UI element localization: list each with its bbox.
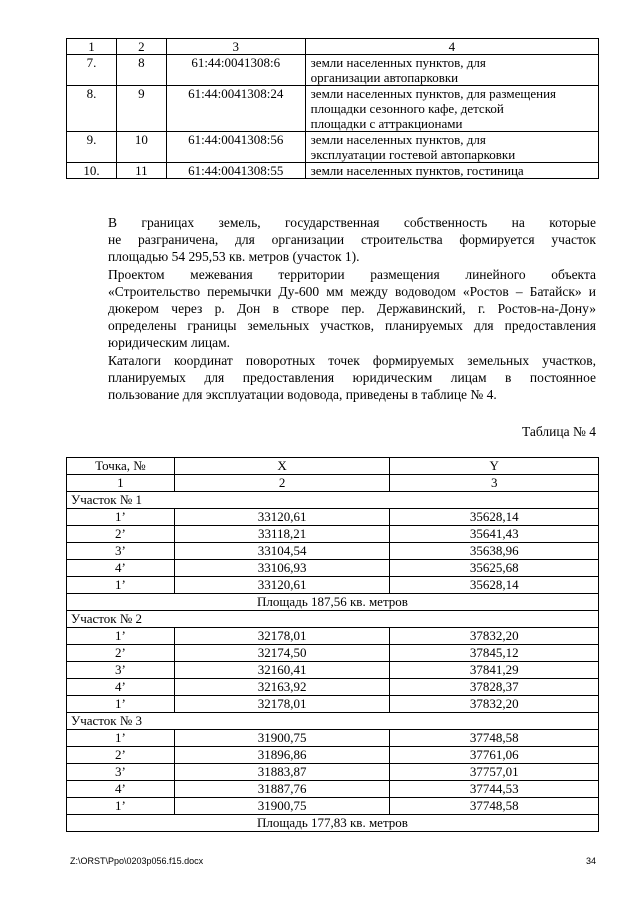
plot-section-row	[67, 611, 599, 628]
cadastral-number: 61:44:0041308:55	[166, 163, 305, 179]
coordinate-row	[67, 543, 599, 560]
land-use	[305, 86, 598, 132]
y-coordinate: 37761,06	[390, 747, 599, 764]
x-coordinate: 31887,76	[174, 781, 390, 798]
page-number: 34	[585, 856, 596, 866]
table-header-row	[67, 458, 599, 475]
footer-file-path: Z:\ORST\Ppo\0203p056.f15.docx	[70, 856, 204, 866]
area-row	[67, 594, 599, 611]
land-use	[305, 163, 598, 179]
column-number-cell: 2	[174, 475, 390, 492]
coordinates-table	[66, 457, 599, 832]
point-id: 1’	[67, 730, 175, 747]
y-coordinate: 37748,58	[390, 798, 599, 815]
table-header-row	[67, 39, 599, 55]
point-id: 4’	[67, 781, 175, 798]
land-use	[305, 132, 598, 163]
coordinate-row	[67, 696, 599, 713]
point-id: 2’	[67, 526, 175, 543]
y-coordinate: 35625,68	[390, 560, 599, 577]
header-cell: 3	[166, 39, 305, 55]
x-coordinate: 32160,41	[174, 662, 390, 679]
point-id: 3’	[67, 543, 175, 560]
y-coordinate: 37828,37	[390, 679, 599, 696]
header-cell: Точка, №	[67, 458, 175, 475]
table-row	[67, 132, 599, 163]
coordinate-row	[67, 764, 599, 781]
coordinate-row	[67, 509, 599, 526]
coordinate-row	[67, 526, 599, 543]
text-line: пользование для эксплуатации водовода, приведены в таблице № 4.	[108, 387, 497, 402]
coordinate-row	[67, 730, 599, 747]
point-id: 1’	[67, 628, 175, 645]
point-id: 1’	[67, 577, 175, 594]
y-coordinate: 37845,12	[390, 645, 599, 662]
column-number-row	[67, 475, 599, 492]
point-id: 3’	[67, 764, 175, 781]
x-coordinate: 33106,93	[174, 560, 390, 577]
column-number-cell: 3	[390, 475, 599, 492]
y-coordinate: 37748,58	[390, 730, 599, 747]
row-index: 7.	[67, 55, 117, 86]
plot-title: Участок № 1	[67, 492, 599, 509]
y-coordinate: 37841,29	[390, 662, 599, 679]
row-index: 9.	[67, 132, 117, 163]
x-coordinate: 32178,01	[174, 696, 390, 713]
plot-number: 11	[116, 163, 166, 179]
text-line: Проектом межевания территории размещения линейного объекта	[108, 267, 596, 282]
land-use-line: земли населенных пунктов, для	[310, 132, 486, 147]
text-line: В границах земель, государственная собственность на которые	[108, 215, 596, 230]
cadastral-number: 61:44:0041308:56	[166, 132, 305, 163]
y-coordinate: 35641,43	[390, 526, 599, 543]
land-plots-table	[66, 38, 599, 179]
y-coordinate: 35638,96	[390, 543, 599, 560]
paragraph-plot-1	[68, 214, 596, 265]
point-id: 1’	[67, 798, 175, 815]
cadastral-number: 61:44:0041308:6	[166, 55, 305, 86]
x-coordinate: 31900,75	[174, 730, 390, 747]
plot-number: 10	[116, 132, 166, 163]
header-cell: X	[174, 458, 390, 475]
coordinate-row	[67, 645, 599, 662]
land-use-line: площадки сезонного кафе, детской	[310, 101, 504, 116]
text-line: «Строительство перемычки Ду-600 мм между водоводом «Ростов – Батайск» и	[108, 284, 596, 299]
x-coordinate: 31883,87	[174, 764, 390, 781]
text-line: юридическим лицам.	[108, 335, 231, 350]
y-coordinate: 37832,20	[390, 628, 599, 645]
x-coordinate: 33120,61	[174, 577, 390, 594]
text-line: Каталоги координат поворотных точек формируемых земельных участков,	[108, 353, 596, 368]
y-coordinate: 37757,01	[390, 764, 599, 781]
plot-number: 9	[116, 86, 166, 132]
text-line: не разграничена, для организации строительства формируется участок	[108, 232, 596, 247]
point-id: 4’	[67, 560, 175, 577]
x-coordinate: 31896,86	[174, 747, 390, 764]
text-line: площадью 54 295,53 кв. метров (участок 1).	[108, 249, 360, 264]
plot-section-row	[67, 492, 599, 509]
x-coordinate: 33120,61	[174, 509, 390, 526]
x-coordinate: 33104,54	[174, 543, 390, 560]
text-line: дюкером через р. Дон в створе пер. Державинский, г. Ростов-на-Дону»	[108, 301, 596, 316]
table-caption: Таблица № 4	[522, 424, 596, 439]
y-coordinate: 37832,20	[390, 696, 599, 713]
plot-area: Площадь 187,56 кв. метров	[67, 594, 599, 611]
x-coordinate: 32178,01	[174, 628, 390, 645]
y-coordinate: 35628,14	[390, 509, 599, 526]
table-row	[67, 163, 599, 179]
coordinate-row	[67, 747, 599, 764]
point-id: 2’	[67, 747, 175, 764]
coordinate-row	[67, 781, 599, 798]
land-use-line: организации автопарковки	[310, 70, 459, 85]
column-number-cell: 1	[67, 475, 175, 492]
row-index: 8.	[67, 86, 117, 132]
plot-number: 8	[116, 55, 166, 86]
table-row	[67, 86, 599, 132]
y-coordinate: 37744,53	[390, 781, 599, 798]
text-line: планируемых для предоставления юридическим лицам в постоянное	[108, 370, 596, 385]
land-use-line: эксплуатации гостевой автопарковки	[310, 147, 516, 162]
row-index: 10.	[67, 163, 117, 179]
paragraph-coordinate-catalogs	[68, 352, 596, 403]
area-row	[67, 815, 599, 832]
point-id: 3’	[67, 662, 175, 679]
point-id: 4’	[67, 679, 175, 696]
land-use-line: площадки с аттракционами	[310, 116, 463, 131]
land-use	[305, 55, 598, 86]
coordinate-row	[67, 577, 599, 594]
x-coordinate: 32163,92	[174, 679, 390, 696]
plot-section-row	[67, 713, 599, 730]
header-cell: 2	[116, 39, 166, 55]
plot-title: Участок № 3	[67, 713, 599, 730]
land-use-line: земли населенных пунктов, гостиница	[310, 163, 524, 178]
header-cell: Y	[390, 458, 599, 475]
x-coordinate: 33118,21	[174, 526, 390, 543]
y-coordinate: 35628,14	[390, 577, 599, 594]
land-use-line: земли населенных пунктов, для	[310, 55, 486, 70]
cadastral-number: 61:44:0041308:24	[166, 86, 305, 132]
coordinate-row	[67, 798, 599, 815]
plot-area: Площадь 177,83 кв. метров	[67, 815, 599, 832]
coordinate-row	[67, 679, 599, 696]
coordinate-row	[67, 662, 599, 679]
paragraph-project-boundaries	[68, 266, 596, 351]
point-id: 2’	[67, 645, 175, 662]
coordinate-row	[67, 628, 599, 645]
plot-title: Участок № 2	[67, 611, 599, 628]
header-cell: 4	[305, 39, 598, 55]
table-row	[67, 55, 599, 86]
x-coordinate: 32174,50	[174, 645, 390, 662]
land-use-line: земли населенных пунктов, для размещения	[310, 86, 557, 101]
point-id: 1’	[67, 696, 175, 713]
text-line: определены границы земельных участков, планируемых для предоставления	[108, 318, 596, 333]
x-coordinate: 31900,75	[174, 798, 390, 815]
point-id: 1’	[67, 509, 175, 526]
coordinate-row	[67, 560, 599, 577]
header-cell: 1	[67, 39, 117, 55]
